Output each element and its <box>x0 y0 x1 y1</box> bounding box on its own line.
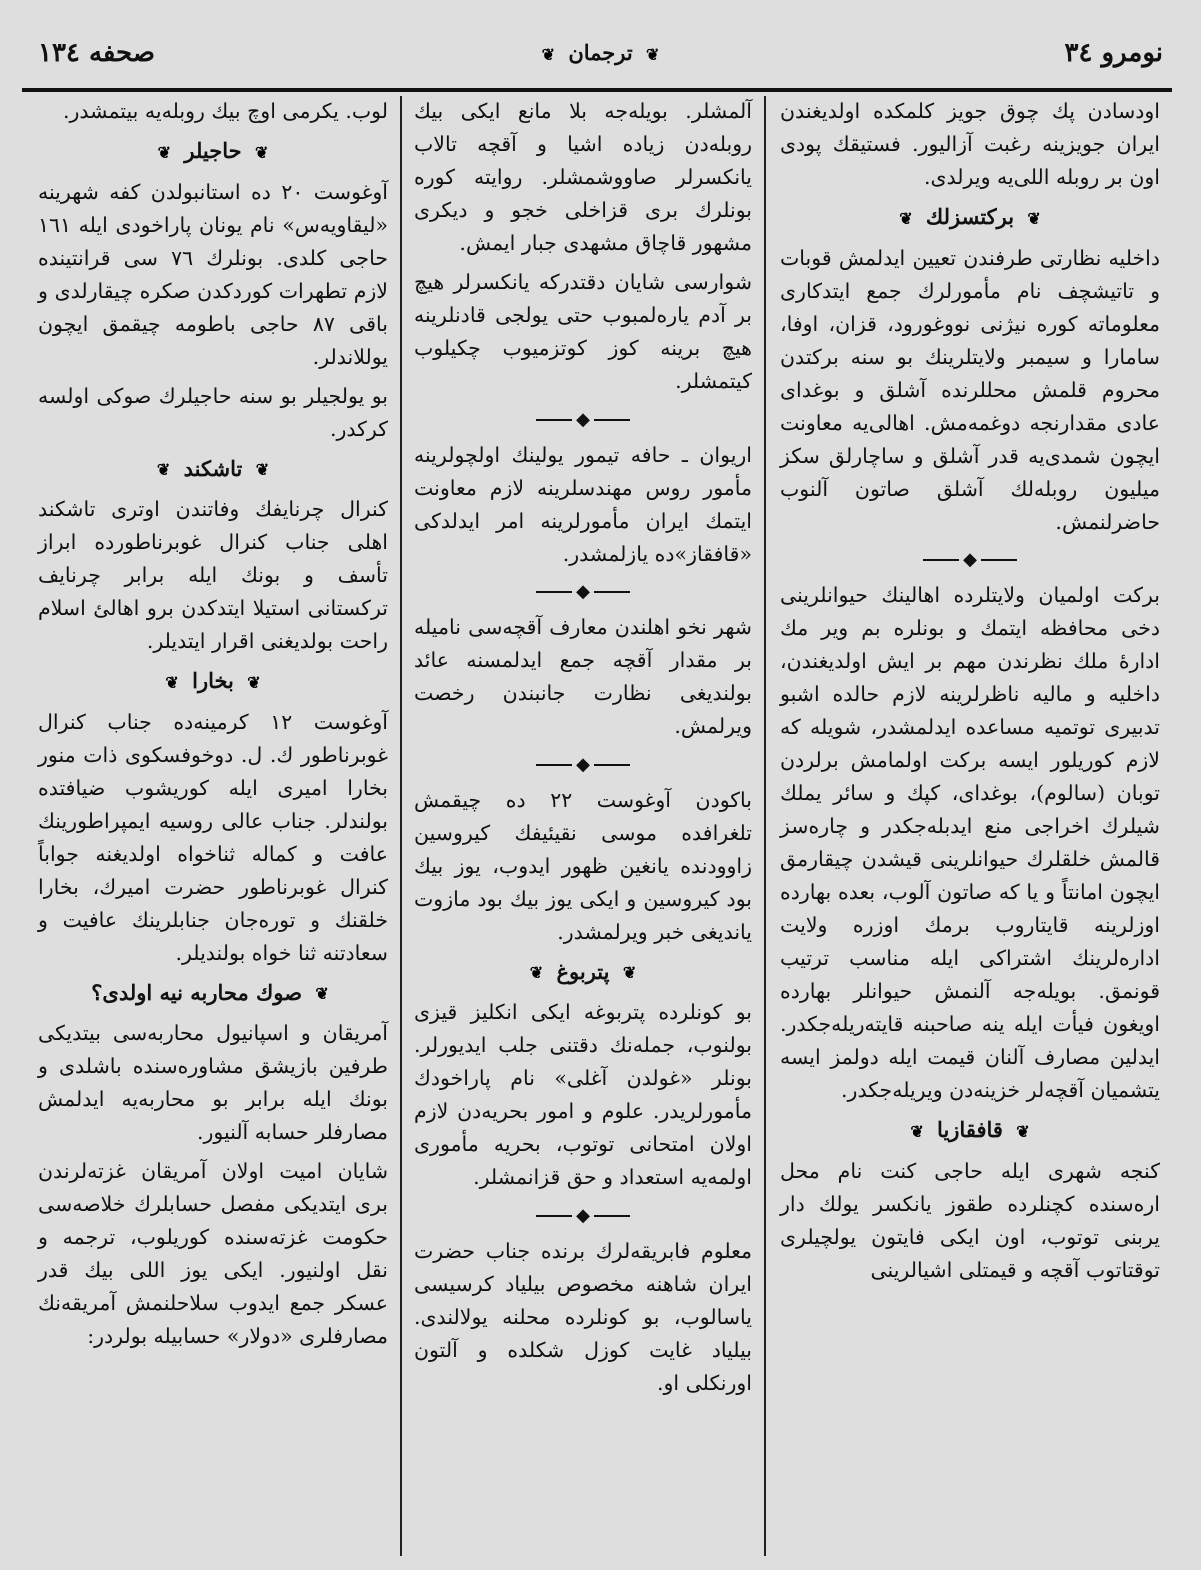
ornament-icon: ❦ <box>156 460 171 479</box>
section-title <box>414 955 752 991</box>
column-right <box>770 95 1170 1555</box>
paragraph: بو كونلرده پتربوغه ايكى انكليز قيزى بولنوب، جمله‌نك دقتنى جلب ايديورلر. بونلر «غولدن آغلى» نام پاراخودك مأمورلريدر. علوم و امور بحريه‌دن لازم اولان امتحانى توتوب، بحريه مأمورى اولمه‌يه استعداد و حق قزانمشلر. <box>414 1000 752 1189</box>
ornament-icon: ❦ <box>646 44 660 64</box>
ornament-icon: ❦ <box>254 142 269 162</box>
paragraph: كنجه شهرى ايله حاجى كنت نام محل اره‌سنده كچنلرده طقوز يانكسر يولك دار يربنى توتوب، اون ايكى فايتون يولچيلرى توقتاتوب آقچه و قيمتلى اشيالرينى <box>780 1158 1160 1282</box>
page-header <box>28 22 1173 88</box>
section-divider <box>414 749 752 780</box>
section-title <box>38 452 388 488</box>
section-heading: حاجيلر <box>184 138 242 163</box>
ornament-icon: ❦ <box>247 672 261 692</box>
paragraph: لوب. يكرمى اوچ بيك روبله‌يه بيتمشدر. <box>62 99 388 123</box>
ornament-icon: ❦ <box>910 1121 924 1141</box>
masthead-title <box>28 36 1173 72</box>
paragraph: شايان اميت اولان آمريقان غزته‌لرندن برى ايتديكى مفصل حسابلرك خلاصه‌سى حكومت غزته‌سنده كوريلوب، ترجمه و نقل اولنيور. ايكى يوز اللى بيك قدر عسكر جمع ايدوب سلاحلنمش آمريقه‌نك مصارفلرى «دولار» حسابيله بولردر: <box>38 1159 388 1348</box>
diamond-icon: ◆ <box>576 753 590 775</box>
ornament-icon: ❦ <box>1016 1121 1030 1141</box>
diamond-icon: ◆ <box>576 581 590 602</box>
ornament-icon: ❦ <box>315 984 329 1003</box>
column-divider-right <box>764 96 766 1556</box>
ornament-icon: ❦ <box>157 142 172 162</box>
paragraph: آوغوست ٢٠ ده استانبولدن كفه شهرينه «ليقاويه‌س» نام يونان پاراخودى ايله ١٦١ حاجى كلدى. بونلرك ٧٦ سى قرانتينده لازم تطهرات كوردكدن صكره چيقارلدى و باقى ٨٧ حاجى باطومه چيقمق ايچون يوللاندلر. <box>38 179 389 369</box>
column-middle <box>404 95 762 1555</box>
section-title <box>38 134 388 170</box>
paragraph: كنرال چرنايفك وفاتندن اوترى تاشكند اهلى جناب كنرال غوبرناطورده ابراز تأسف و بونك ايله برابر چرنايف تركستانى استيلا ايتدكدن برو اهالئ اسلام راحت بولديغنى اقرار ايتديلر. <box>38 497 388 653</box>
paragraph: شوارسى شايان دقتدركه يانكسرلر هيچ بر آدم يارەلمبوب حتى يولجى قادنلرينه هيچ برينه كوز كوتزميوب چكيلوب كيتمشلر. <box>414 270 752 393</box>
diamond-icon: ◆ <box>576 408 590 430</box>
paragraph: بركت اولميان ولايتلرده اهالينك حيوانلرينى دخى محافظه ايتمك و بونلره بم وير مك ادارۀ ملك نظرندن مهم بر ايش اولديغندن، داخليه و ماليه ناظرلرينه لازم حالده اشبو تدبيرى توتميه مساعده ايدلمشدر، شويله كه لازم كوريلور ايسه بركت اولمامش برلردن توبان (سالوم)، بوغداى، كپك و سائر يملك شيلرك اخراجى منع ايدبله‌جكدر و چاره‌سز قالمش خلقلرك حيوانلرينى قيشدن چيقارمق ايچون امانتاً و يا كه صاتون آلوب، بعده بهارده اوزلرينه قايتاروب برمك اوزره ولايت ادارەلرينك اشتراكى ايله مناسب ترتيب قونمق. بويله‌جه آلنمش حيوانلر بهارده اويغون فيأت ايله ينه صاحبنه قايته‌ريله‌جكدر. ايدلين مصارف آلنان قيمت ايله دولمز ايسه يتشميان آقچه‌لر خزينه‌دن ويريله‌جكدر. <box>780 583 1160 1102</box>
section-heading: بركتسزلك <box>925 204 1015 229</box>
column-left <box>28 95 398 1555</box>
header-rule <box>22 88 1172 92</box>
ornament-icon: ❦ <box>622 963 637 982</box>
section-heading: تاشكند <box>183 455 243 481</box>
issue-number: نومرو ٣٤ <box>1064 38 1163 68</box>
paragraph: آمريقان و اسپانيول محاربه‌سى بيتديكى طرفين بازيشق مشاوره‌سنده باشلدى و بونك ايله برابر بو محاربه‌يه ايدلمش مصارفلر حسابه آلنيور. <box>38 1021 388 1144</box>
ornament-icon: ❦ <box>165 672 179 692</box>
section-title <box>780 200 1160 236</box>
page-number: صحفه ١٣٤ <box>38 38 155 68</box>
ornament-icon: ❦ <box>529 963 544 982</box>
paragraph: شهر نخو اهلندن معارف آقچه‌سى ناميله بر مقدار آقچه جمع ايدلمسنه عائد بولنديغى نظارت جانبندن رخصت ويرلمش. <box>414 615 752 738</box>
section-title <box>38 976 388 1012</box>
section-divider <box>414 1200 752 1231</box>
paragraph: معلوم فابريقه‌لرك برنده جناب حضرت ايران شاهنه مخصوص بيلياد كرسيسى ياسالوب، بو كونلرده محلنه يولالندى. بيلياد غايت كوزل شكلده و آلتون اورنكلى او. <box>414 1238 752 1395</box>
section-divider <box>414 577 752 608</box>
section-heading: قافقازيا <box>937 1117 1003 1142</box>
paragraph: آلمشلر. بويله‌جه بلا مانع ايكى بيك روبله‌دن زياده اشيا و آقچه تالاب يانكسرلر صاووشمشلر. روايته كوره بونلرك برى قزاخلى خجو و ديكرى مشهور قاچاق مشهدى جبار ايمش. <box>414 99 752 255</box>
section-heading: بخارا <box>192 668 234 693</box>
paragraph: آوغوست ١٢ كرمينه‌ده جناب كنرال غوبرناطور ك. ل. دوخوفسكوى ذات منور بخارا اميرى ايله كوريشوب ضيافتده بولندلر. جناب عالى روسيه ايمپراطورينك عافت و كماله ثناخواه اولديغنه جواباً كنرال غوبرناطور حضرت اميرك، بخارا خلقنك و تورەجان جنابلرينك عافيت و سعادتنه ثنا خواه بولنديلر. <box>38 709 388 965</box>
ornament-icon: ❦ <box>255 460 270 479</box>
ornament-icon: ❦ <box>541 44 555 64</box>
paragraph: اريوان ـ حافه تيمور يولينك اولچولرينه مأمور روس مهندسلرينه لازم معاونت ايتمك ايران مأمورلرينه امر ايدلدكى «قافقاز»ده يازلمشدر. <box>414 442 752 566</box>
section-title <box>38 664 388 700</box>
paragraph: اودسادن پك چوق جويز كلمكده اولديغندن ايران جويزينه رغبت آزاليور. فستيقك پودى اون بر روبله اللى‌يه ويرلدى. <box>780 99 1160 189</box>
newspaper-title: ترجمان <box>568 40 633 65</box>
diamond-icon: ◆ <box>963 549 977 570</box>
section-heading: صوك محاربه نيه اولدى؟ <box>91 979 303 1005</box>
paragraph: بو يولجيلر بو سنه حاجيلرك صوكى اولسه كركدر. <box>38 383 388 441</box>
paragraph: باكودن آوغوست ٢٢ ده چيقمش تلغرافده موسى نقيئيفك كيروسين زاوودنده يانغين ظهور ايدوب، يوز بيك بود كيروسين و ايكى يوز بيك بود مازوت يانديغى خبر ويرلمشدر. <box>414 787 753 944</box>
section-divider <box>780 545 1160 576</box>
column-divider-left <box>400 96 402 1556</box>
paragraph: داخليه نظارتى طرفندن تعيين ايدلمش قوبات و تاتيشچف نام مأمورلرك جمع ايتدكارى معلوماته كوره نيژنى نووغورود، قزان، اوفا، سامارا و سيمبر ولايتلرينك بو سنه بركتدن محروم قلمش محللرنده آشلق و بوغداى عادى مقدارنجه دوغمه‌مش. اهالى‌يه معاونت ايچون شمدى‌يه قدر آشلق و ساچارلق سكز ميليون روبله‌لك آشلق صاتون آلنوب حاضرلنمش. <box>780 245 1160 534</box>
section-heading: پتربوغ <box>556 958 610 984</box>
ornament-icon: ❦ <box>899 208 913 228</box>
diamond-icon: ◆ <box>576 1204 590 1226</box>
section-title <box>780 1113 1160 1149</box>
ornament-icon: ❦ <box>1027 208 1041 228</box>
section-divider <box>414 404 752 435</box>
